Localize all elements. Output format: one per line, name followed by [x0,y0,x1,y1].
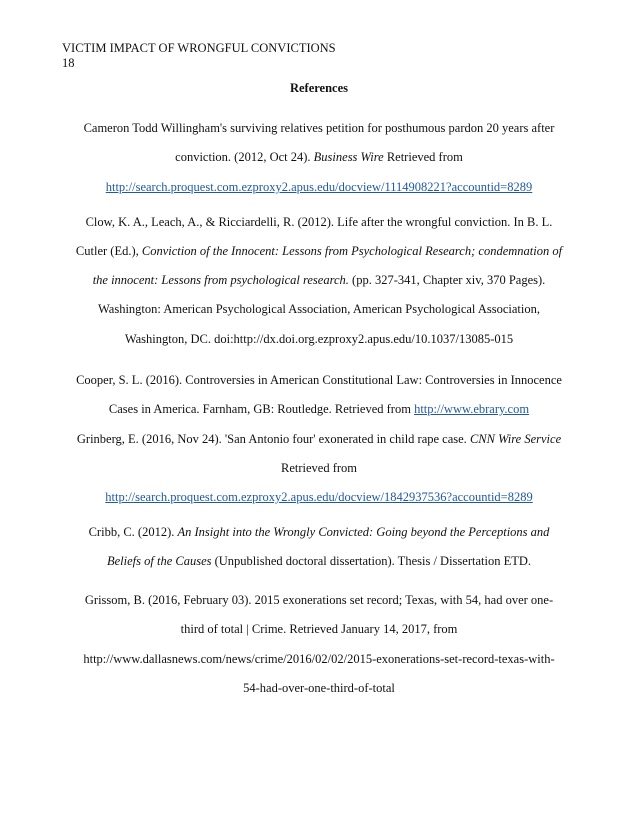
ref-line [0,554,638,569]
ref-url-link[interactable]: http://search.proquest.com.ezproxy2.apus.edu/docview/1842937536?accountid=8289 [105,490,533,504]
ref-line: Washington: American Psychological Association, American Psychological Association, [98,302,540,316]
ref-line [0,525,638,540]
ref-text: Cribb, C. (2012). [88,525,178,539]
ref-line [0,244,638,259]
ref-line [0,432,638,447]
ref-text: Grinberg, E. (2016, Nov 24). 'San Antonio four' exonerated in child rape case. [76,432,470,446]
ref-line: Grissom, B. (2016, February 03). 2015 exonerations set record; Texas, with 54, had over one- [84,593,554,607]
ref-line [0,273,638,288]
ref-line: Cooper, S. L. (2016). Controversies in American Constitutional Law: Controversies in Innocence [76,373,562,387]
ref-line: Clow, K. A., Leach, A., & Ricciardelli, R. (2012). Life after the wrongful conviction. In B. L. [85,215,553,229]
ref-line: http://www.dallasnews.com/news/crime/2016/02/02/2015-exonerations-set-record-texas-with- [83,652,555,666]
ref-title-italic: Beliefs of the Causes [106,554,212,568]
ref-url-link[interactable]: http://www.ebrary.com [414,402,530,416]
ref-text: Cutler (Ed.), [75,244,142,258]
ref-line: Washington, DC. doi:http://dx.doi.org.ezproxy2.apus.edu/10.1037/13085-015 [124,332,514,346]
ref-text: Cases in America. Farnham, GB: Routledge. Retrieved from [108,402,415,416]
ref-source-italic: Business Wire [313,150,384,164]
ref-url-link[interactable]: http://search.proquest.com.ezproxy2.apus.edu/docview/1114908221?accountid=8289 [105,180,533,194]
references-heading: References [289,81,349,95]
ref-line: 54-had-over-one-third-of-total [243,681,395,695]
ref-text: Retrieved from [383,150,463,164]
ref-title-italic: An Insight into the Wrongly Convicted: Going beyond the Perceptions and [177,525,550,539]
ref-line: Retrieved from [280,461,357,475]
ref-line [0,490,638,505]
ref-title-italic: the innocent: Lessons from psychological research. [92,273,349,287]
running-head: VICTIM IMPACT OF WRONGFUL CONVICTIONS [62,41,336,55]
ref-text: (Unpublished doctoral dissertation). Thesis / Dissertation ETD. [211,554,531,568]
ref-text: (pp. 327-341, Chapter xiv, 370 Pages). [348,273,546,287]
ref-line [0,402,638,417]
ref-line: Cameron Todd Willingham's surviving relatives petition for posthumous pardon 20 years after [83,121,555,135]
page-number: 18 [62,56,75,70]
ref-line [0,150,638,165]
ref-line [0,180,638,195]
ref-line: third of total | Crime. Retrieved January 14, 2017, from [180,622,458,636]
ref-title-italic: Conviction of the Innocent: Lessons from Psychological Research; condemnation of [141,244,563,258]
ref-text: conviction. (2012, Oct 24). [175,150,314,164]
ref-source-italic: CNN Wire Service [469,432,562,446]
